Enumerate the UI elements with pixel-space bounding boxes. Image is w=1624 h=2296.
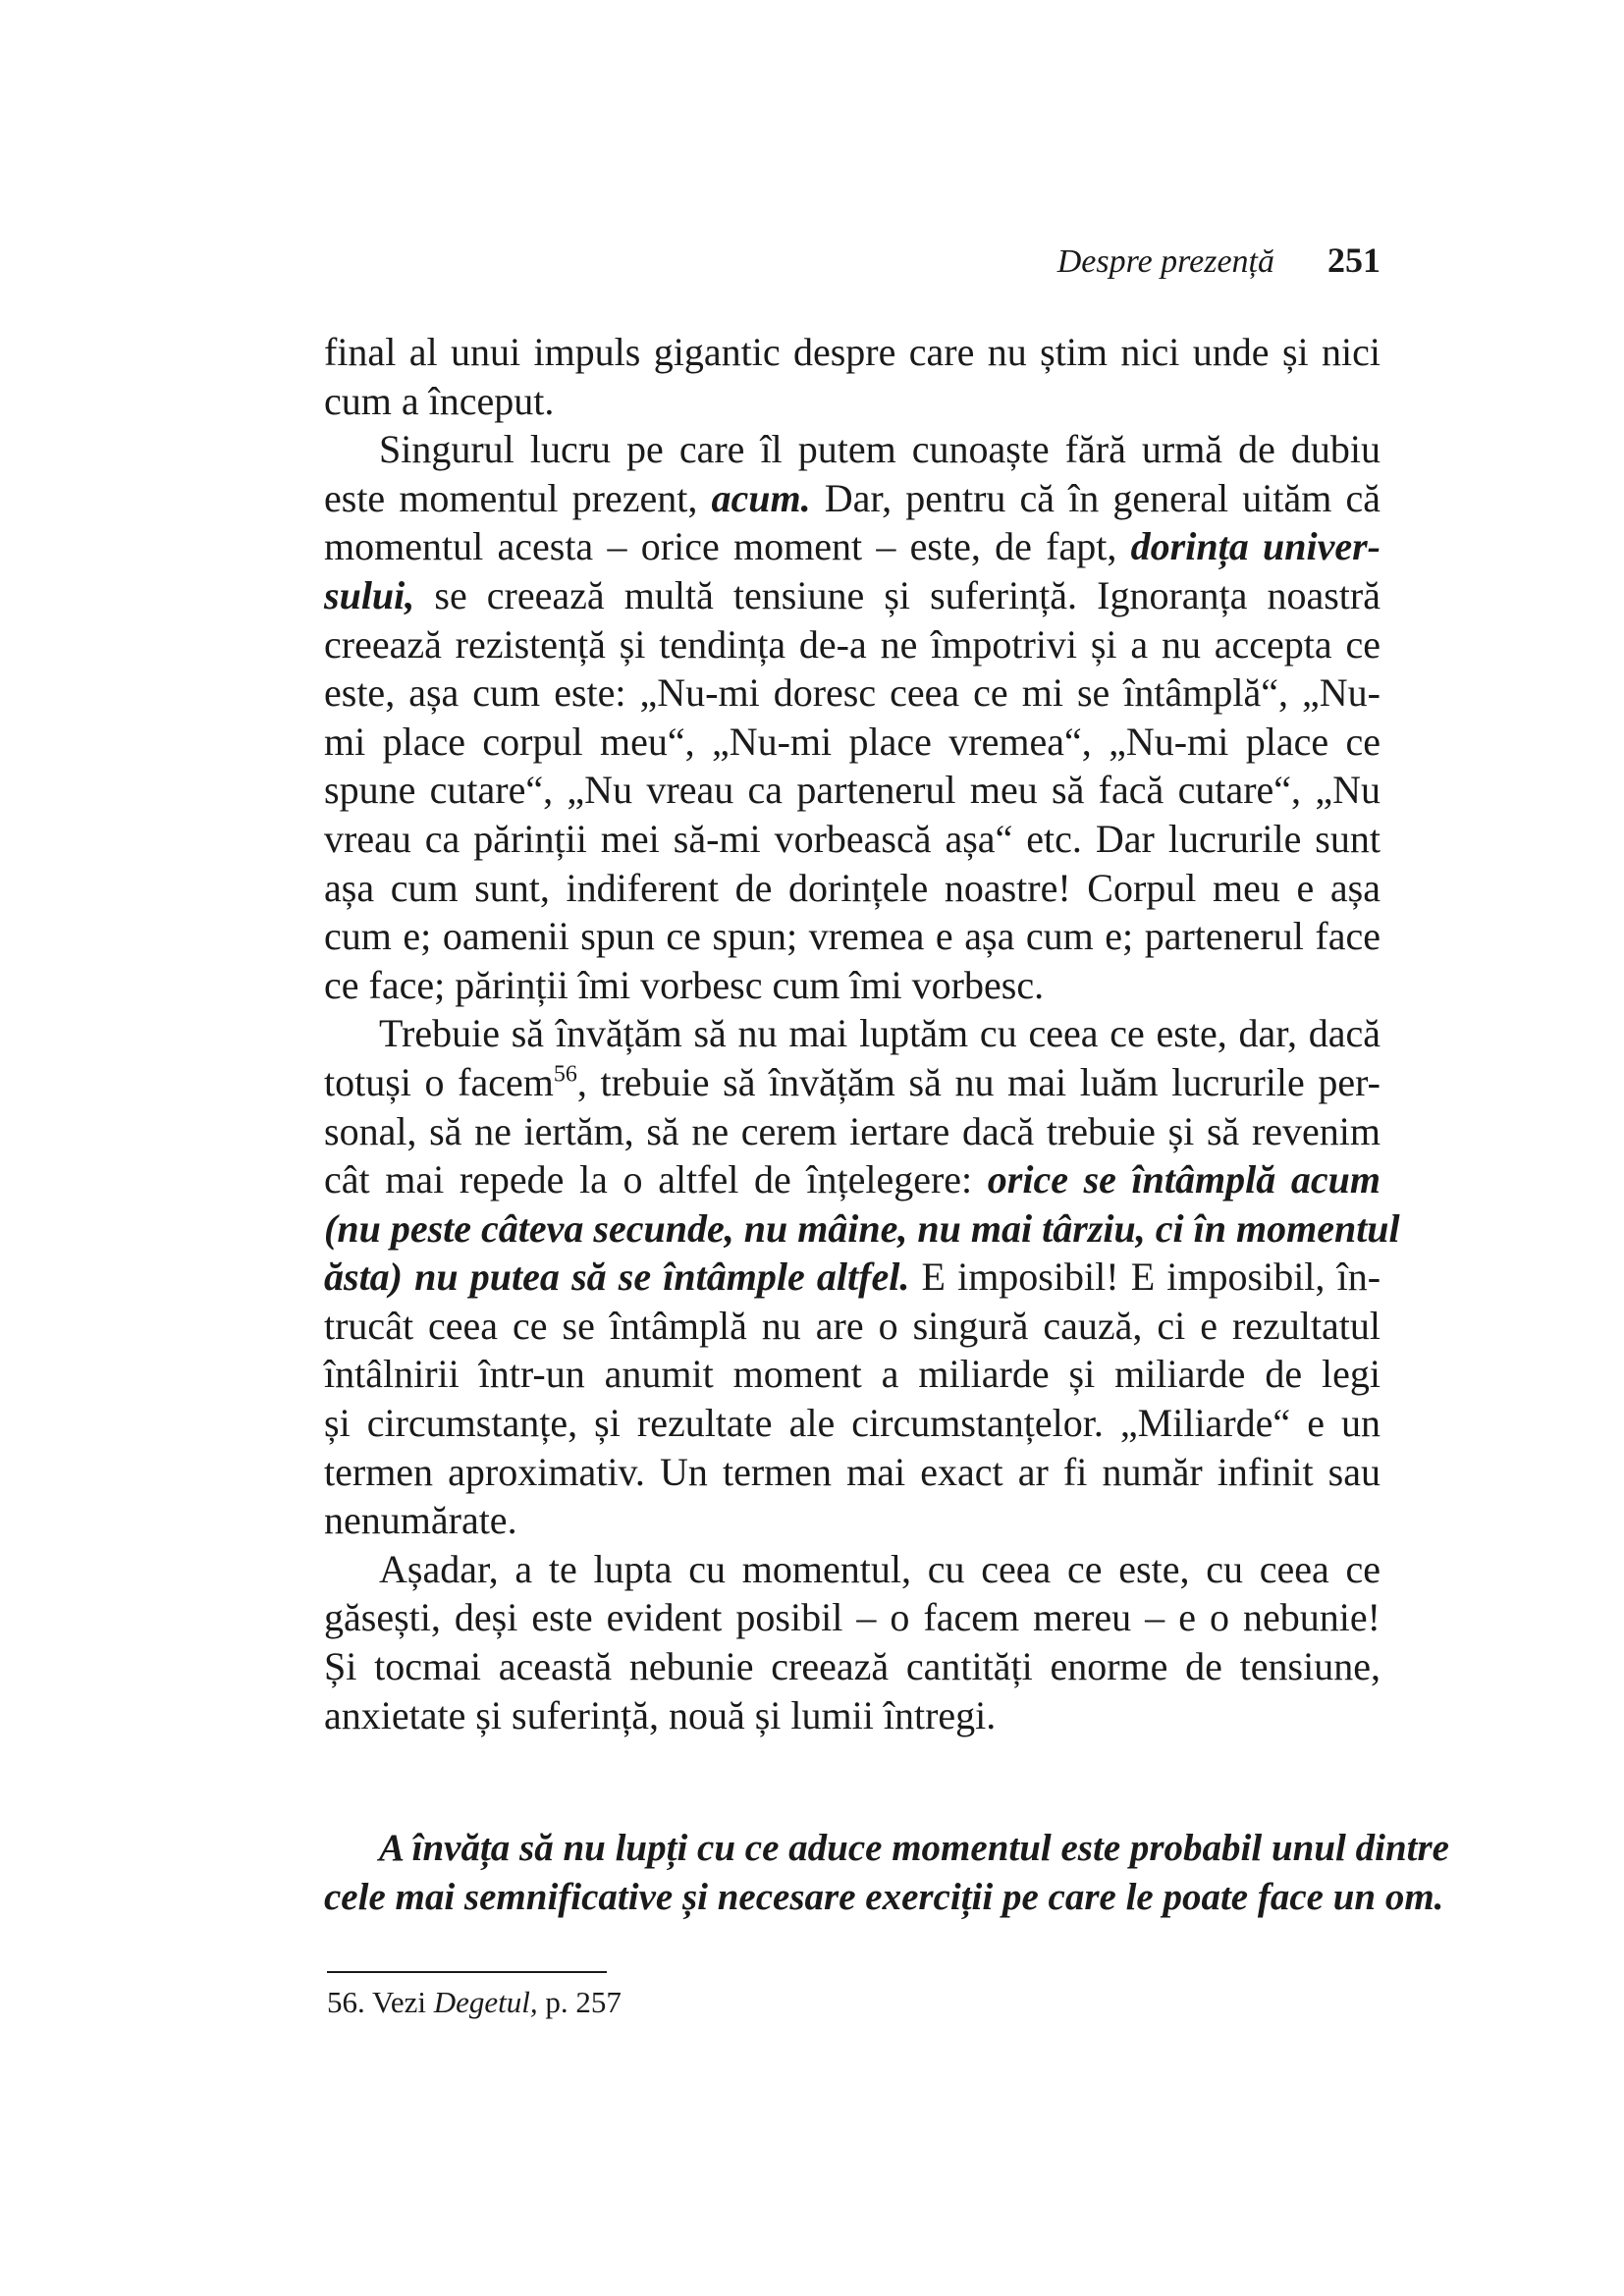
text-line: final al unui impuls gigantic despre care nu știm nici unde și nici: [324, 330, 1380, 374]
text-line: [324, 1204, 1400, 1254]
text-line: termen aproximativ. Un termen mai exact ar fi număr infinit sau: [324, 1449, 1380, 1494]
text-line: Așadar, a te lupta cu momentul, cu ceea ce este, cu ceea ce: [379, 1546, 1380, 1591]
text-line: cum e; oamenii spun ce spun; vremea e așa cum e; partenerul face: [324, 914, 1380, 959]
text-line: cum a început.: [324, 378, 555, 423]
text-line: este momentul prezent, acum. Dar, pentru că în general uităm că: [324, 475, 1380, 520]
footnote: [327, 1983, 622, 2022]
text-line: mi place corpul meu“, „Nu-mi place vremea“, „Nu-mi place ce: [324, 719, 1380, 764]
text-line: Trebuie să învățăm să nu mai luptăm cu ceea ce este, dar, dacă: [379, 1011, 1380, 1056]
page-number: 251: [1327, 240, 1380, 280]
highlighted-quote: [324, 1824, 1449, 1922]
text-line: cât mai repede la o altfel de înțelegere: orice se întâmplă acum: [324, 1157, 1381, 1202]
body-text: [324, 328, 1400, 1739]
footnote-number: 56. Vezi: [327, 1985, 434, 2019]
text-line: nenumărate.: [324, 1498, 517, 1543]
text-line: sonal, să ne iertăm, să ne cerem iertare dacă trebuie și să revenim: [324, 1108, 1380, 1153]
text-line: anxietate și suferință, nouă și lumii întregi.: [324, 1692, 997, 1737]
emphasis: orice se întâmplă acum: [987, 1157, 1381, 1202]
text-line: și circumstanțe, și rezultate ale circumstanțelor. „Miliarde“ e un: [324, 1401, 1380, 1446]
text-line: ăsta) nu putea să se întâmple altfel. E imposibil! E imposibil, în-: [324, 1255, 1381, 1300]
emphasis: dorința univer-: [1130, 524, 1380, 569]
section-title: Despre prezență: [1056, 243, 1274, 280]
text-line: sului, se creează multă tensiune și suferință. Ignoranța noastră: [324, 572, 1380, 617]
text-line: creează rezistență și tendința de-a ne împotrivi și a nu accepta ce: [324, 621, 1380, 667]
footnote-marker: 56: [553, 1061, 577, 1088]
emphasis: (nu peste câteva secunde, nu mâine, nu mai târziu, ci în momentul: [324, 1205, 1400, 1251]
footnote-divider: [327, 1971, 607, 1973]
text-line: este, așa cum este: „Nu-mi doresc ceea ce mi se întâmplă“, „Nu-: [324, 670, 1380, 716]
text-line: întâlnirii într-un anumit moment a miliarde și miliarde de legi: [324, 1352, 1380, 1397]
text-line: vreau ca părinții mei să-mi vorbească așa“ etc. Dar lucrurile sunt: [324, 816, 1380, 861]
footnote-ref-title: Degetul,: [433, 1985, 538, 2019]
text-line: spune cutare“, „Nu vreau ca partenerul meu să facă cutare“, „Nu: [324, 768, 1380, 813]
text-line: Și tocmai această nebunie creează cantități enorme de tensiune,: [324, 1644, 1380, 1689]
emphasis: sului,: [324, 572, 415, 617]
text-line: găsești, deși este evident posibil – o facem mereu – e o nebunie!: [324, 1595, 1380, 1640]
running-head: [324, 240, 1380, 291]
text-line: ce face; părinții îmi vorbesc cum îmi vorbesc.: [324, 962, 1045, 1007]
text-line: totuși o facem$^{56}$, trebuie să învățăm să nu mai luăm lucrurile per-: [324, 1059, 1380, 1104]
text-line: Singurul lucru pe care îl putem cunoaște fără urmă de dubiu: [379, 427, 1380, 472]
emphasis: ăsta) nu putea să se întâmple altfel.: [324, 1255, 910, 1300]
text-line: așa cum sunt, indiferent de dorințele noastre! Corpul meu e așa: [324, 865, 1380, 910]
quote-line: cele mai semnificative și necesare exerciții pe care le poate face un om.: [324, 1876, 1444, 1918]
text-line: trucât ceea ce se întâmplă nu are o singură cauză, ci e rezultatul: [324, 1303, 1380, 1348]
text-line: momentul acesta – orice moment – este, de fapt, dorința univer-: [324, 524, 1380, 569]
emphasis: acum.: [711, 475, 811, 520]
footnote-page-ref: p. 257: [537, 1985, 622, 2019]
quote-line: A învăța să nu lupți cu ce aduce momentul este probabil unul dintre: [379, 1827, 1449, 1869]
